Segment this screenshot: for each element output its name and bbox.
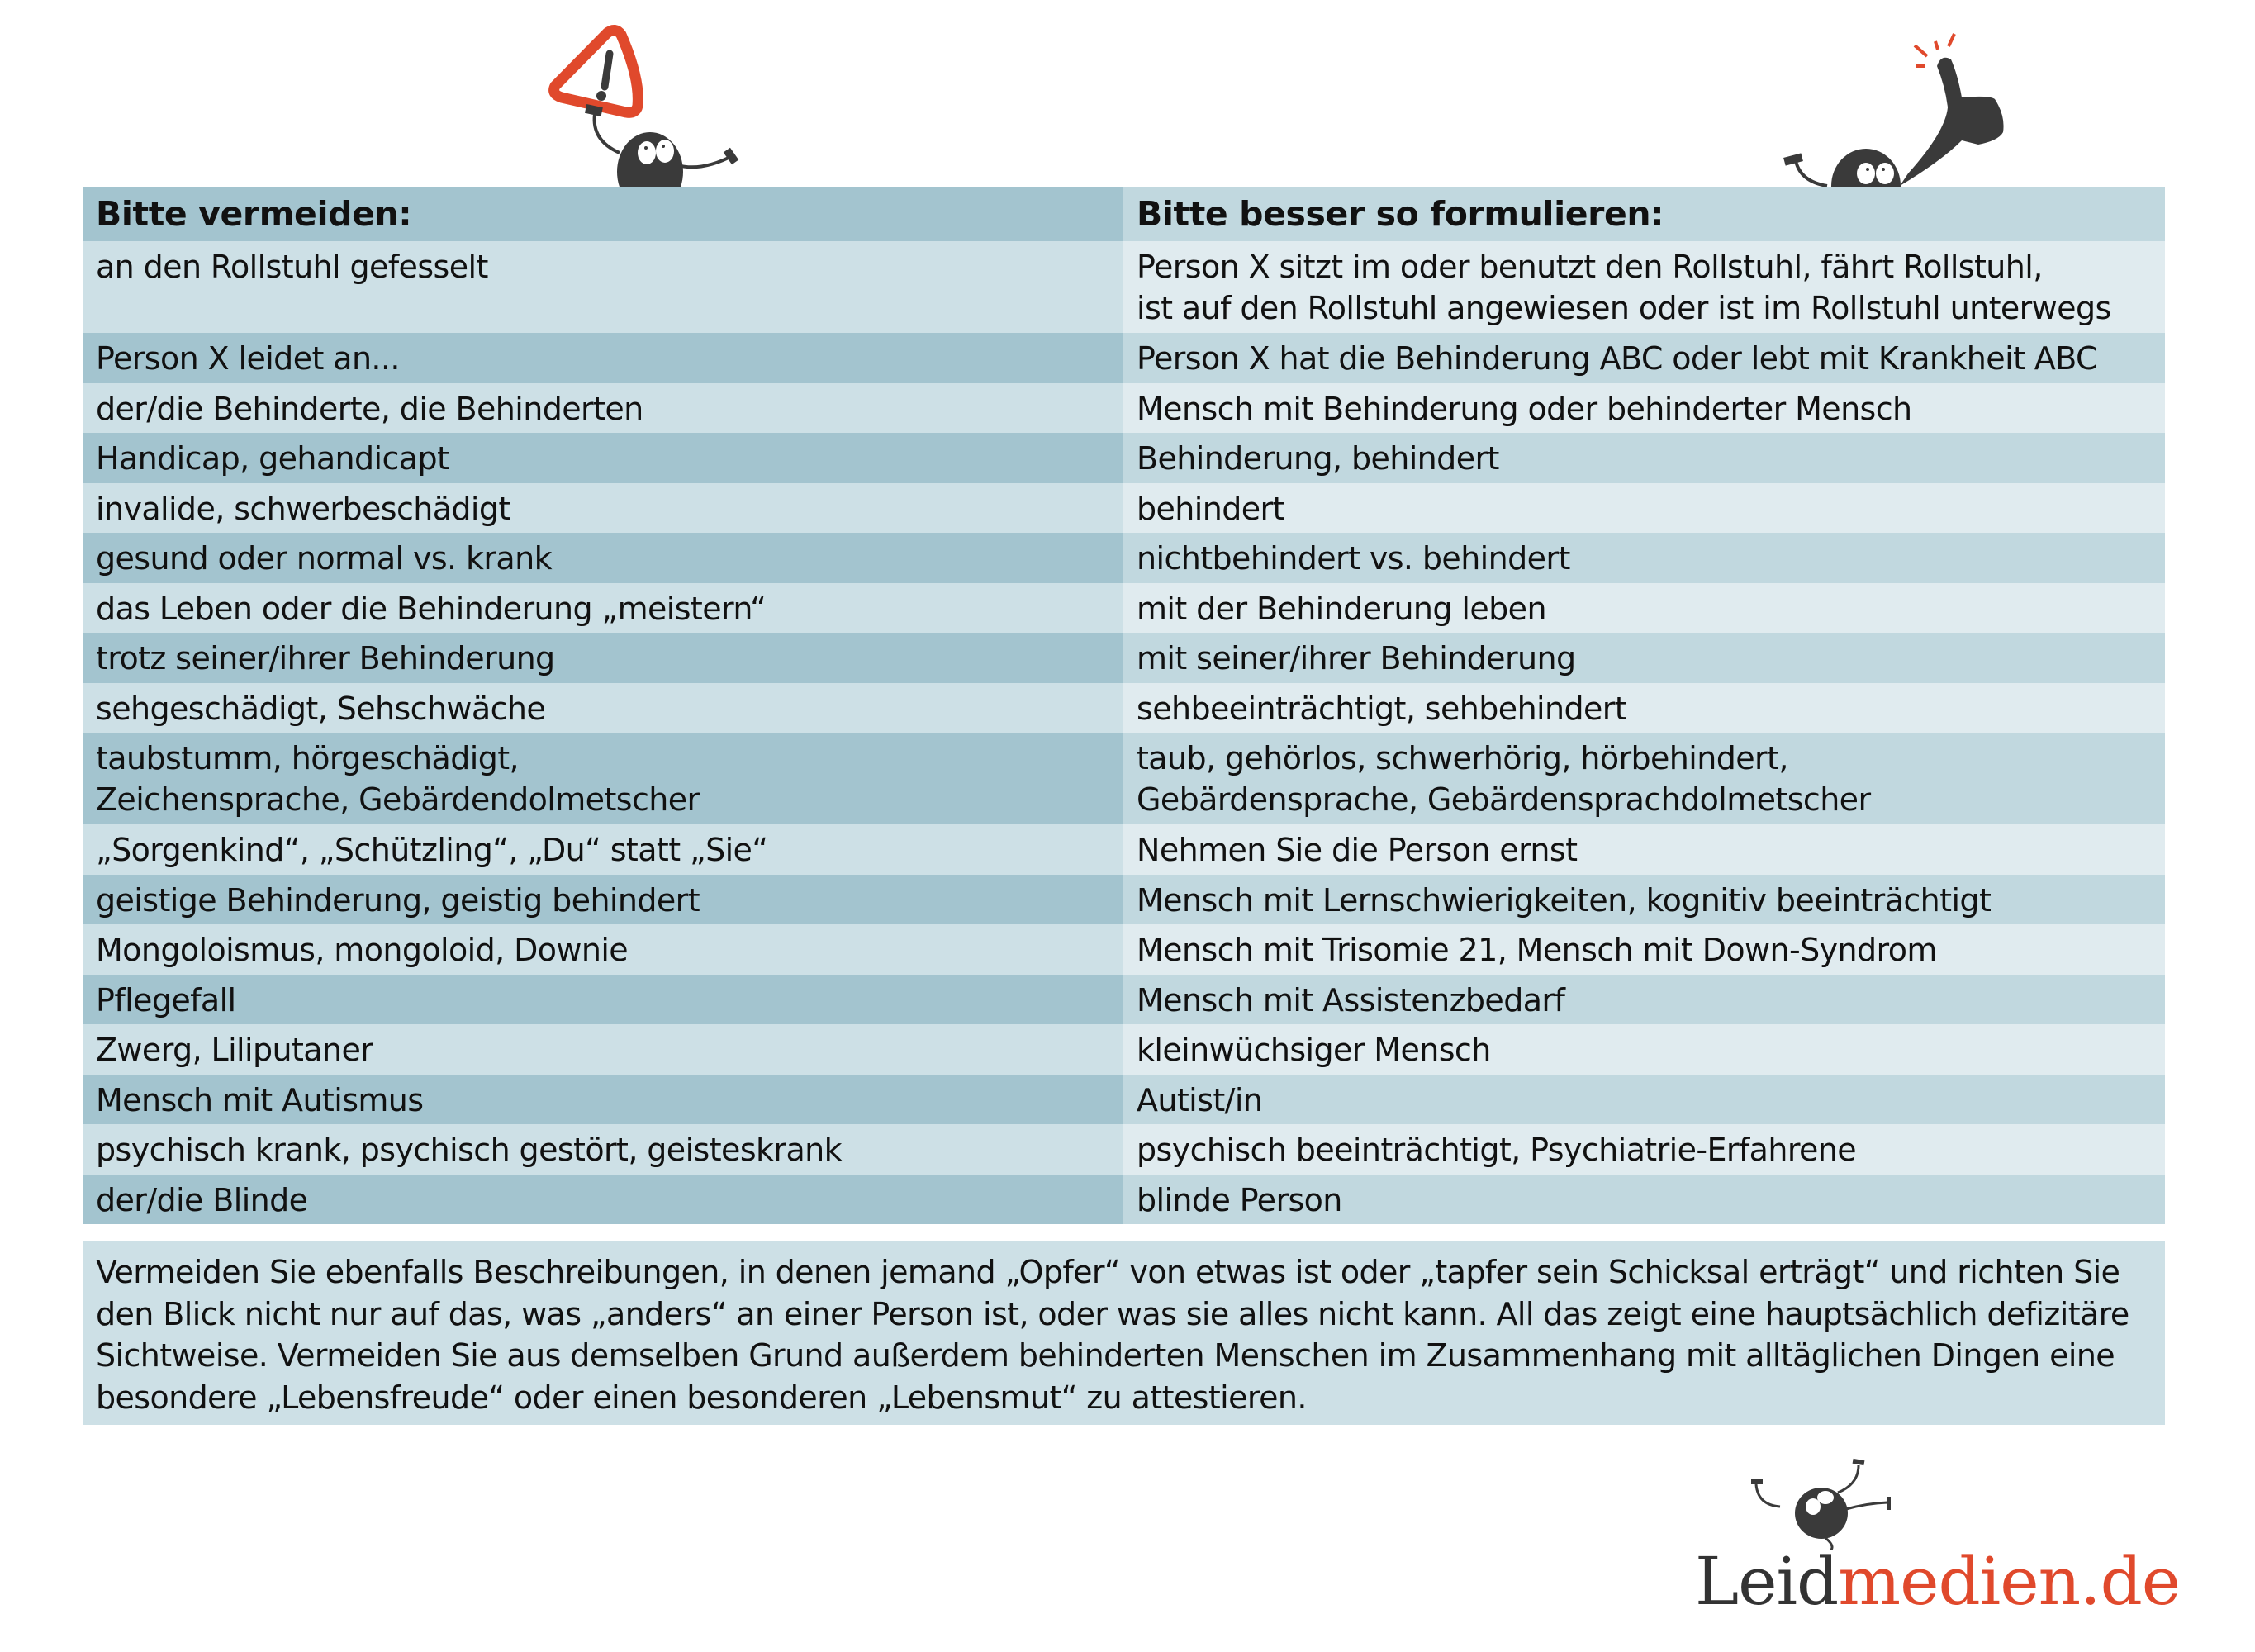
avoid-cell [83, 583, 1123, 634]
avoid-cell [83, 875, 1123, 925]
table-header [83, 187, 2165, 241]
better-cell [1123, 824, 2165, 875]
better-cell [1123, 633, 2165, 683]
better-cell [1123, 683, 2165, 733]
better-cell-text: mit seiner/ihrer Behinderung [1137, 640, 1576, 676]
avoid-cell-text: Zeichensprache, Gebärdendolmetscher [96, 781, 700, 818]
avoid-cell [83, 533, 1123, 583]
avoid-cell [83, 433, 1123, 483]
table-row [83, 1175, 2165, 1225]
better-cell-text: mit der Behinderung leben [1137, 590, 1546, 627]
avoid-cell [83, 383, 1123, 434]
better-cell [1123, 241, 2165, 333]
avoid-cell [83, 333, 1123, 383]
logo-mascot-icon [1735, 1455, 1900, 1550]
table-row [83, 583, 2165, 634]
avoid-cell-text: Person X leidet an... [96, 340, 400, 377]
better-cell-text: nichtbehindert vs. behindert [1137, 540, 1570, 577]
terminology-table [83, 187, 2165, 1224]
table-row [83, 683, 2165, 733]
avoid-cell [83, 1124, 1123, 1175]
better-cell [1123, 533, 2165, 583]
footnote-line: besondere „Lebensfreude“ oder einen besonderen „Lebensmut“ zu attestieren. [96, 1379, 1307, 1416]
avoid-cell-text: Pflegefall [96, 981, 236, 1018]
better-cell-text: Nehmen Sie die Person ernst [1137, 832, 1578, 868]
better-cell [1123, 333, 2165, 383]
table-row [83, 383, 2165, 434]
avoid-cell [83, 683, 1123, 733]
table-row [83, 433, 2165, 483]
header-better: Bitte besser so formulieren: [1123, 187, 2165, 241]
footnote-line: den Blick nicht nur auf das, was „anders“ an einer Person ist, oder was sie alles nicht kann. All das zeigt eine hauptsächlich defizitäre [96, 1295, 2129, 1332]
better-cell-text: Person X sitzt im oder benutzt den Rollstuhl, fährt Rollstuhl, [1137, 249, 2043, 285]
better-cell-text: psychisch beeinträchtigt, Psychiatrie-Erfahrene [1137, 1132, 1857, 1168]
better-cell-text: taub, gehörlos, schwerhörig, hörbehindert, [1137, 740, 1788, 776]
better-cell-text: blinde Person [1137, 1181, 1342, 1218]
avoid-cell-text: Handicap, gehandicapt [96, 440, 449, 477]
footnote-line: Sichtweise. Vermeiden Sie aus demselben Grund außerdem behinderten Menschen im Zusammenhang mit alltäglichen Dingen eine [96, 1337, 2115, 1374]
avoid-cell [83, 241, 1123, 333]
logo-part-medien: medien.de [1838, 1543, 2181, 1620]
table-row [83, 875, 2165, 925]
avoid-cell-text: sehgeschädigt, Sehschwäche [96, 690, 546, 727]
better-cell-text: Mensch mit Assistenzbedarf [1137, 981, 1565, 1018]
better-cell [1123, 975, 2165, 1025]
avoid-cell-text: das Leben oder die Behinderung „meistern“ [96, 590, 767, 627]
avoid-cell [83, 733, 1123, 824]
better-cell [1123, 875, 2165, 925]
better-cell-text: Behinderung, behindert [1137, 440, 1499, 477]
avoid-cell-text: Mensch mit Autismus [96, 1081, 424, 1118]
avoid-cell-text: der/die Blinde [96, 1181, 308, 1218]
avoid-cell [83, 1024, 1123, 1075]
better-cell [1123, 583, 2165, 634]
better-cell-text: Autist/in [1137, 1081, 1263, 1118]
better-cell-text: Person X hat die Behinderung ABC oder lebt mit Krankheit ABC [1137, 340, 2097, 377]
avoid-cell-text: geistige Behinderung, geistig behindert [96, 881, 700, 919]
table-row [83, 975, 2165, 1025]
better-cell [1123, 1075, 2165, 1125]
better-cell [1123, 383, 2165, 434]
table-row [83, 533, 2165, 583]
avoid-cell-text: trotz seiner/ihrer Behinderung [96, 640, 555, 676]
leidmedien-logo [1695, 1543, 2181, 1620]
table-row [83, 733, 2165, 824]
avoid-cell-text: psychisch krank, psychisch gestört, geisteskrank [96, 1132, 843, 1168]
better-cell [1123, 924, 2165, 975]
table-row [83, 1075, 2165, 1125]
better-cell-text: sehbeeinträchtigt, sehbehindert [1137, 690, 1627, 727]
logo-part-leid: Leid [1695, 1543, 1839, 1620]
table-row [83, 1124, 2165, 1175]
footnote-line: Vermeiden Sie ebenfalls Beschreibungen, in denen jemand „Opfer“ von etwas ist oder „tapfer sein Schicksal erträgt“ und richten Sie [96, 1254, 2120, 1290]
avoid-cell-text: invalide, schwerbeschädigt [96, 490, 510, 527]
table-row [83, 333, 2165, 383]
avoid-cell [83, 633, 1123, 683]
better-cell [1123, 483, 2165, 534]
table-row [83, 633, 2165, 683]
avoid-cell-text: an den Rollstuhl gefesselt [96, 249, 488, 285]
better-cell [1123, 1124, 2165, 1175]
avoid-cell-text: „Sorgenkind“, „Schützling“, „Du“ statt „Sie“ [96, 832, 768, 868]
better-cell [1123, 733, 2165, 824]
avoid-cell [83, 1175, 1123, 1225]
better-cell-text: Gebärdensprache, Gebärdensprachdolmetscher [1137, 781, 1871, 818]
avoid-cell-text: gesund oder normal vs. krank [96, 540, 552, 577]
table-row [83, 1024, 2165, 1075]
better-cell-text: kleinwüchsiger Mensch [1137, 1032, 1491, 1068]
avoid-cell-text: der/die Behinderte, die Behinderten [96, 390, 643, 427]
header-avoid: Bitte vermeiden: [83, 187, 1123, 241]
better-cell-text: Mensch mit Lernschwierigkeiten, kognitiv beeinträchtigt [1137, 881, 1992, 919]
avoid-cell [83, 1075, 1123, 1125]
footnote-box [83, 1241, 2165, 1425]
better-cell [1123, 433, 2165, 483]
table-row [83, 483, 2165, 534]
avoid-cell-text: taubstumm, hörgeschädigt, [96, 740, 519, 776]
avoid-cell [83, 824, 1123, 875]
table-row [83, 241, 2165, 333]
better-cell-text: behindert [1137, 490, 1284, 527]
avoid-cell [83, 483, 1123, 534]
better-cell-text: Mensch mit Trisomie 21, Mensch mit Down-Syndrom [1137, 932, 1937, 968]
table-row [83, 824, 2165, 875]
better-cell [1123, 1175, 2165, 1225]
avoid-cell [83, 975, 1123, 1025]
avoid-cell-text: Zwerg, Liliputaner [96, 1032, 373, 1068]
table-row [83, 924, 2165, 975]
avoid-cell [83, 924, 1123, 975]
better-cell-text: ist auf den Rollstuhl angewiesen oder ist im Rollstuhl unterwegs [1137, 290, 2111, 326]
better-cell [1123, 1024, 2165, 1075]
avoid-cell-text: Mongoloismus, mongoloid, Downie [96, 932, 629, 968]
better-cell-text: Mensch mit Behinderung oder behinderter Mensch [1137, 390, 1912, 427]
